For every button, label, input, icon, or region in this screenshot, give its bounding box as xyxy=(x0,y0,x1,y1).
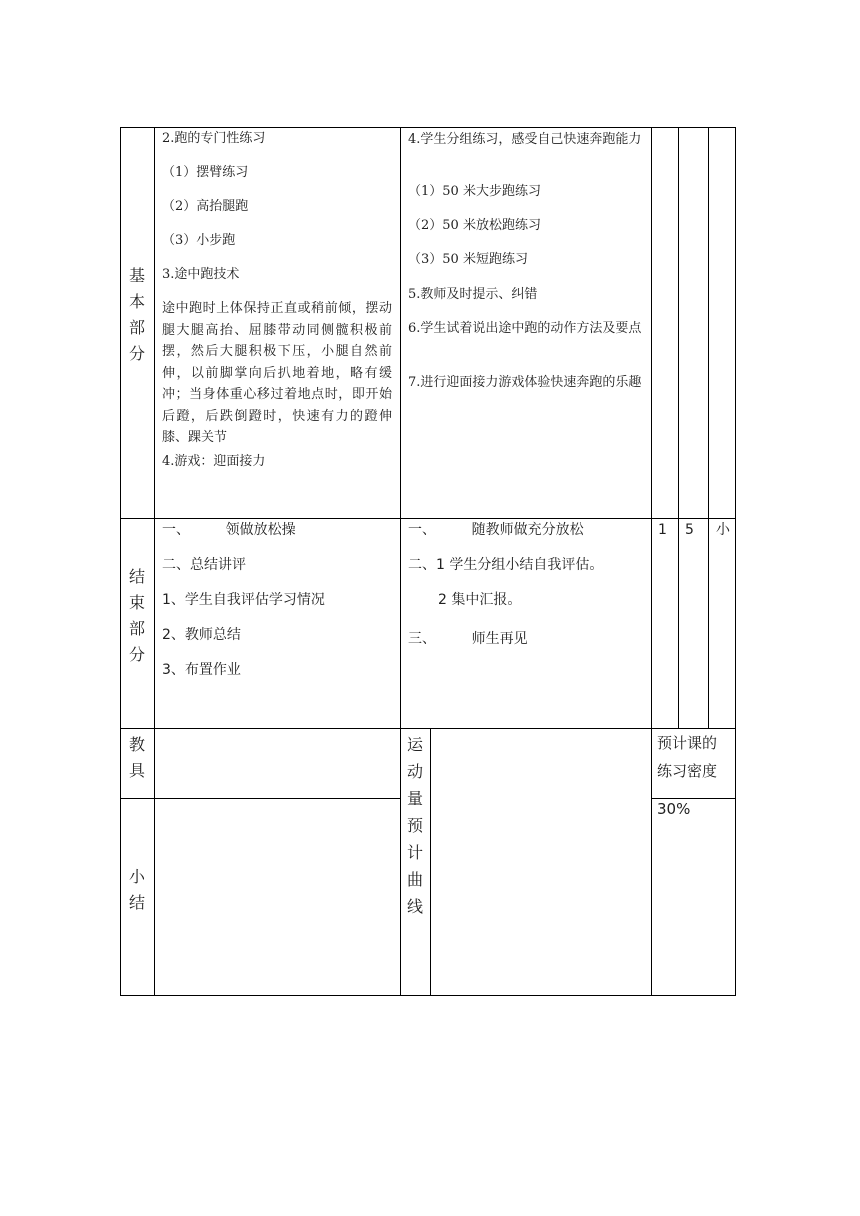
basic-left-paragraph: 途中跑时上体保持正直或稍前倾，摆动腿大腿高抬、屈膝带动同侧髋积极前摆，然后大腿积极下压，小腿自然前伸，以前脚掌向后扒地着地，略有缓冲；当身体重心移过着地点时，即开始后蹬，后跌倒蹬时，快速有力的蹬伸膝、踝关节 xyxy=(162,301,392,445)
border-bottom xyxy=(120,995,736,996)
load-curve-label xyxy=(398,731,432,920)
label-char: 束 xyxy=(128,593,145,612)
border-top xyxy=(120,127,736,128)
basic-left-item: （2）高抬腿跑 xyxy=(162,199,249,214)
basic-left-item: 4.游戏：迎面接力 xyxy=(162,454,266,469)
label-char: 曲 xyxy=(406,870,423,889)
basic-left-item: （1）摆臂练习 xyxy=(162,165,249,180)
ending-right-item: 一、 随教师做充分放松 xyxy=(408,522,584,538)
density-value: 30% xyxy=(657,800,691,818)
ending-left-item: 3、布置作业 xyxy=(162,662,241,678)
ending-left-item: 2、教师总结 xyxy=(162,627,241,643)
ending-right-item: 三、 师生再见 xyxy=(408,631,528,647)
label-char: 小 xyxy=(128,867,145,886)
basic-right-item: （3）50 米短跑练习 xyxy=(408,252,528,267)
border-right-main xyxy=(651,127,652,996)
border-row1 xyxy=(120,518,736,519)
label-char: 部 xyxy=(128,619,145,638)
basic-right-item: 5.教师及时提示、纠错 xyxy=(408,287,538,302)
basic-right-item: 7.进行迎面接力游戏体验快速奔跑的乐趣 xyxy=(408,375,642,390)
border-row2 xyxy=(120,728,736,729)
ending-col1-value: 1 xyxy=(658,522,667,538)
ending-left-item: 1、学生自我评估学习情况 xyxy=(162,592,325,608)
density-label-line2: 练习密度 xyxy=(657,762,718,780)
label-char: 分 xyxy=(128,344,145,363)
ending-left-item: 二、总结讲评 xyxy=(162,557,246,573)
label-char: 量 xyxy=(406,789,423,808)
basic-left-item: （3）小步跑 xyxy=(162,233,236,248)
label-char: 基 xyxy=(128,266,145,285)
label-char: 运 xyxy=(406,735,423,754)
label-char: 预 xyxy=(406,816,423,835)
ending-col2-value: 5 xyxy=(685,522,694,538)
border-col-a xyxy=(678,127,679,728)
equipment-label xyxy=(120,732,154,784)
basic-right-item: 6.学生试着说出途中跑的动作方法及要点 xyxy=(408,321,642,336)
basic-left-item: 3.途中跑技术 xyxy=(162,267,240,282)
basic-left-item: 2.跑的专门性练习 xyxy=(162,131,266,146)
label-char: 部 xyxy=(128,318,145,337)
border-equipment-bottom-left xyxy=(120,798,400,799)
density-label-line1: 预计课的 xyxy=(657,734,718,752)
label-char: 结 xyxy=(128,893,145,912)
label-char: 分 xyxy=(128,645,145,664)
border-col-b xyxy=(708,127,709,728)
basic-section-label xyxy=(120,263,154,367)
basic-right-item: （1）50 米大步跑练习 xyxy=(408,184,541,199)
label-char: 动 xyxy=(406,762,423,781)
ending-section-label xyxy=(120,564,154,668)
basic-right-item: 4.学生分组练习，感受自己快速奔跑能力 xyxy=(408,132,642,147)
label-char: 教 xyxy=(128,735,145,754)
label-char: 结 xyxy=(128,567,145,586)
basic-right-item: （2）50 米放松跑练习 xyxy=(408,218,541,233)
border-right xyxy=(735,127,736,996)
ending-left-item: 一、 领做放松操 xyxy=(162,522,296,538)
ending-right-item: 二、1 学生分组小结自我评估。 xyxy=(408,557,604,573)
label-char: 本 xyxy=(128,292,145,311)
label-char: 具 xyxy=(128,761,145,780)
label-char: 计 xyxy=(406,843,423,862)
border-label-col xyxy=(154,127,155,996)
ending-col3-value: 小 xyxy=(716,522,730,538)
ending-right-item: 2 集中汇报。 xyxy=(438,592,522,608)
label-char: 线 xyxy=(406,897,423,916)
summary-label xyxy=(120,864,154,916)
